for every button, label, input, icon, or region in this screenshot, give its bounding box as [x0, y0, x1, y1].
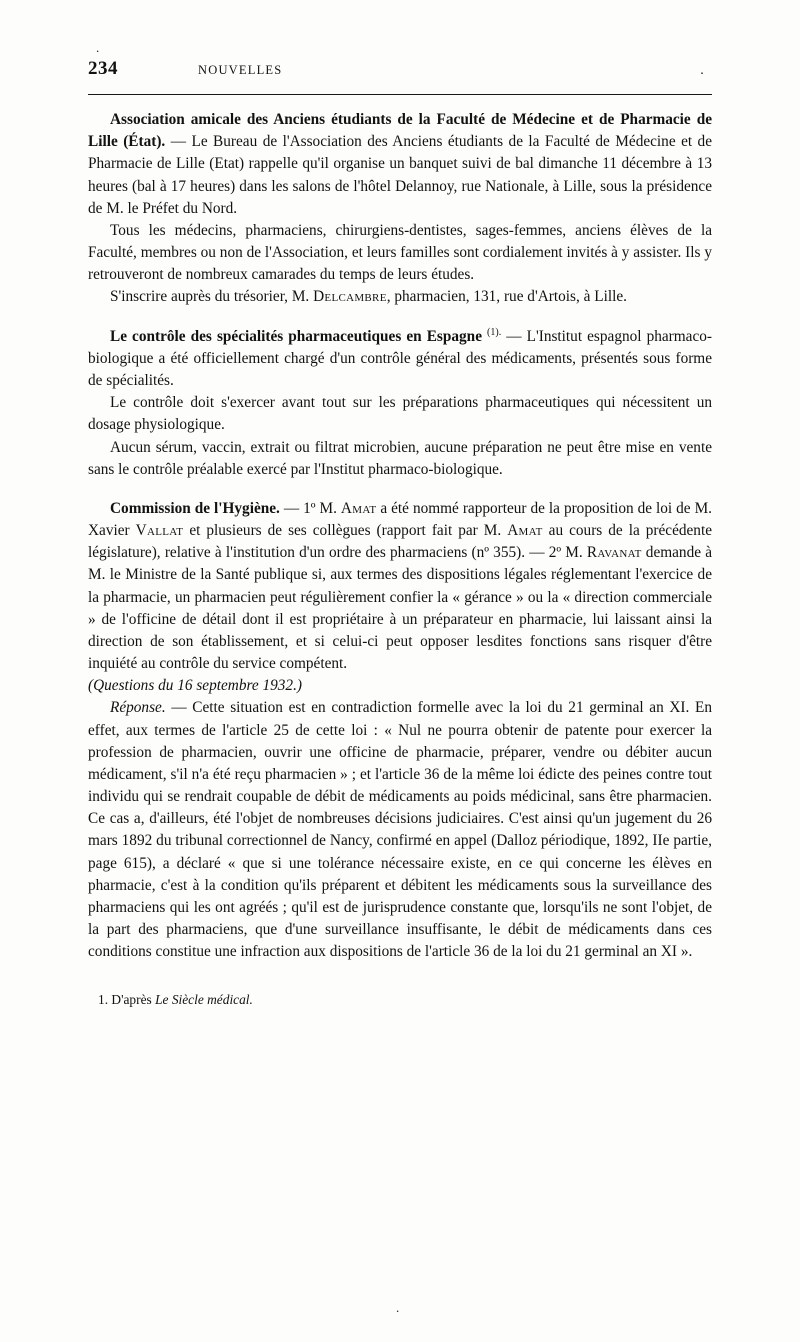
paragraph-controle-serum: Aucun sérum, vaccin, extrait ou filtrat microbien, aucune préparation ne peut être mise en vente sans le contrôle préalable exercé par l'Institut pharmaco-biologique.: [88, 438, 712, 478]
paragraph-association-invitation: Tous les médecins, pharmaciens, chirurgiens-dentistes, sages-femmes, anciens élèves de la Faculté, membres ou non de l'Association, et leurs familles sont cordialement invités à y assister. Ils y retrouveront de nombreux camarades du temps de leurs études.: [88, 221, 712, 284]
footnote-source-title: Le Siècle médical.: [155, 992, 253, 1008]
footnote-text: D'après: [108, 992, 156, 1008]
deputy-name-amat: Amat: [340, 499, 377, 517]
paragraph-text: — L'Institut espagnol pharmaco-biologique a été officiellement chargé d'un contrôle général des médicaments, présentés sous forme de spécialités.: [88, 327, 712, 389]
footnote-area: [88, 991, 712, 1010]
inscription-post: , pharmacien, 131, rue d'Artois, à Lille.: [386, 288, 627, 306]
page-content: [88, 58, 712, 1010]
commission-mid-1: a été nommé rapporteur de la proposition de loi de M. Xavier: [88, 499, 712, 540]
deputy-name-vallat: Vallat: [135, 522, 184, 540]
paragraph-association-intro: [88, 109, 712, 220]
reponse-label: Réponse.: [110, 699, 166, 717]
paragraph-question-citation: [88, 675, 712, 697]
section-lead-controle: Le contrôle des spécialités pharmaceutiques en Espagne: [110, 327, 482, 345]
footnote-reference[interactable]: (1).: [487, 326, 502, 338]
commission-mid-3: au cours de la précédente législature), relative à l'institution d'un ordre des pharmaciens (nº 355). — 2º M.: [88, 522, 712, 562]
page-top-dot: .: [96, 40, 100, 55]
section-commission-hygiene: [88, 498, 712, 964]
deputy-name-amat-2: Amat: [507, 522, 543, 540]
page-number: 234: [88, 58, 118, 79]
treasurer-name: Delcambre: [313, 288, 387, 306]
commission-mid-2: et plusieurs de ses collègues (rapport fait par M.: [183, 522, 508, 540]
header-dot: .: [700, 63, 704, 78]
commission-pre: — 1º M.: [283, 499, 341, 517]
paragraph-controle-intro: [88, 326, 712, 393]
commission-post: demande à M. le Ministre de la Santé publique si, aux termes des dispositions légales réglementant l'exercice de la pharmacie, un pharmacien peut régulièrement confier la « gérance » ou la « direction commerciale » de l'officine de détail dont il est propriétaire à un préparateur en pharmacie, lui laissant ainsi la direction de son établissement, et si celui-ci peut opposer lesdites fonctions sans risquer d'être inquiété au contrôle du service compétent.: [88, 544, 712, 673]
section-association-amicale: [88, 109, 712, 309]
paragraph-reponse: [88, 697, 712, 963]
deputy-name-ravanat: Ravanat: [586, 544, 642, 562]
running-head: NOUVELLES: [198, 63, 283, 77]
section-lead-commission: Commission de l'Hygiène.: [110, 499, 280, 517]
section-controle-specialites: [88, 326, 712, 481]
paragraph-text: — Le Bureau de l'Association des Anciens étudiants de la Faculté de Médecine et de Pharmacie de Lille (Etat) rappelle qu'il organise un banquet suivi de bal dimanche 11 décembre à 13 heures (bal à 17 heures) dans les salons de l'hôtel Delannoy, rue Nationale, à Lille, sous la présidence de M. le Préfet du Nord.: [88, 133, 713, 217]
footnote-1: [98, 991, 712, 1010]
paragraph-commission-question: [88, 498, 712, 675]
page-bottom-dot: .: [396, 1300, 400, 1315]
section-lead-association: Association amicale des Anciens étudiants de la Faculté de Médecine et de Pharmacie de Lille (État).: [88, 111, 712, 151]
question-citation: (Questions du 16 septembre 1932.): [88, 677, 302, 695]
paragraph-controle-dosage: Le contrôle doit s'exercer avant tout sur les préparations pharmaceutiques qui nécessitent un dosage physiologique.: [88, 394, 712, 434]
paragraph-association-inscription: [88, 286, 712, 308]
reponse-text: — Cette situation est en contradiction formelle avec la loi du 21 germinal an XI. En effet, aux termes de l'article 25 de cette loi : « Nul ne pourra obtenir de patente pour exercer la profession de pharmacien, ouvrir une officine de pharmacie, préparer, vendre ou débiter aucun médicament, s'il n'a été reçu pharmacien » ; et l'article 36 de la même loi édicte des peines contre tout individu qui se rendrait coupable de débit de médicaments au poids médicinal, sans être pharmacien. Ce cas a, d'ailleurs, été l'objet de nombreuses décisions judiciaires. C'est ainsi qu'un jugement du 26 mars 1892 du tribunal correctionnel de Nancy, confirmé en appel (Dalloz périodique, 1892, IIe partie, page 615), a déclaré « que si une tolérance nécessaire existe, en ce qui concerne les élèves en pharmacie, c'est à la condition qu'ils préparent et débitent les médicaments sous la surveillance des pharmaciens qui les ont agréés ; qu'il est de jurisprudence constante que, lorsqu'ils ne sont l'objet, de la part des pharmaciens, que d'une surveillance insuffisante, le débit de médicaments dans ces conditions constitue une infraction aux dispositions de l'article 36 de la loi du 21 germinal an XI ».: [88, 699, 712, 961]
footnote-marker: 1.: [98, 992, 109, 1008]
header-rule: [88, 94, 712, 95]
page-header: [88, 58, 712, 88]
inscription-pre: S'inscrire auprès du trésorier, M.: [110, 288, 314, 306]
